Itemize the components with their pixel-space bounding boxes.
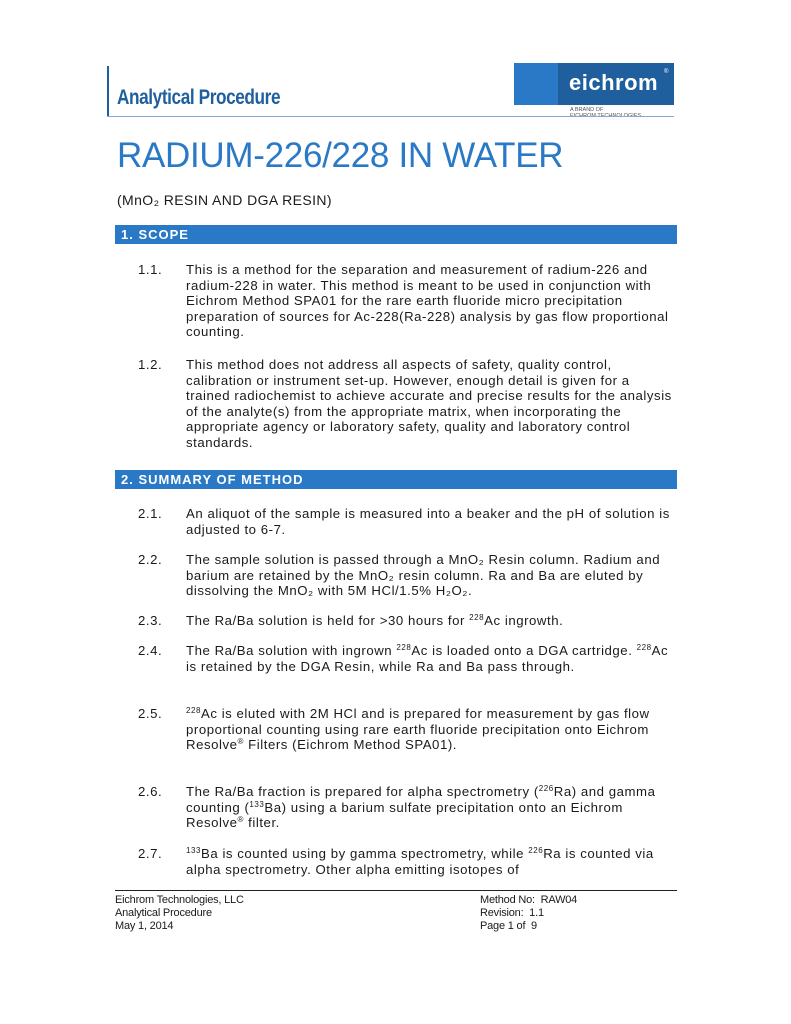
section-heading-summary: 2. SUMMARY OF METHOD xyxy=(115,470,677,489)
item-text: The sample solution is passed through a MnO₂ Resin column. Radium and barium are retained by the MnO₂ resin column. Ra and Ba are eluted by dissolving the MnO₂ with 5M HCl/1.5% H₂O₂. xyxy=(186,552,661,599)
item-number: 2.5. xyxy=(138,706,163,721)
footer-right xyxy=(480,894,577,933)
footer-company: Eichrom Technologies, LLC xyxy=(115,894,244,906)
logo-registered-mark: ® xyxy=(664,69,669,75)
section-heading-scope: 1. SCOPE xyxy=(115,225,677,244)
footer-revision: Revision: 1.1 xyxy=(480,907,544,919)
item-number: 2.6. xyxy=(138,784,163,799)
footer-doc-type: Analytical Procedure xyxy=(115,907,212,919)
item-number: 2.3. xyxy=(138,613,163,628)
item-number: 1.2. xyxy=(138,357,163,372)
item-text: This method does not address all aspects of safety, quality control, calibration or instrument set-up. However, enough detail is given for a trained radiochemist to achieve accurate and precise results for the analysis of the analyte(s) from the appropriate matrix, when incorporating the appropriate agency or laboratory safety, quality and laboratory control standards. xyxy=(186,357,672,450)
header-accent-bar xyxy=(107,66,109,116)
item-text: An aliquot of the sample is measured into a beaker and the pH of solution is adjusted to 6-7. xyxy=(186,506,670,537)
item-number: 2.7. xyxy=(138,846,163,861)
header-label: Analytical Procedure xyxy=(117,86,281,109)
item-text: The Ra/Ba solution with ingrown $^{228}$Ac is loaded onto a DGA cartridge. $^{228}$Ac is retained by the DGA Resin, while Ra and Ba pass through. xyxy=(186,643,669,674)
item-number: 2.4. xyxy=(138,643,163,658)
item-number: 1.1. xyxy=(138,262,163,277)
logo-subtext-line-1: A BRAND OF xyxy=(570,107,604,113)
eichrom-logo xyxy=(514,63,674,105)
item-number: 2.2. xyxy=(138,552,163,567)
logo-subtext xyxy=(570,107,641,119)
item-text: The Ra/Ba fraction is prepared for alpha spectrometry ($^{226}$Ra) and gamma counting ($^{133}$Ba) using a barium sulfate precipitation onto an Eichrom Resolve® filter. xyxy=(186,784,656,831)
footer-rule xyxy=(115,890,677,891)
item-text: The Ra/Ba solution is held for >30 hours for $^{228}$Ac ingrowth. xyxy=(186,613,564,628)
header-rule xyxy=(107,116,674,117)
footer-page: Page 1 of 9 xyxy=(480,920,537,932)
item-text: $^{228}$Ac is eluted with 2M HCl and is prepared for measurement by gas flow proportional counting using rare earth fluoride precipitation onto Eichrom Resolve® Filters (Eichrom Method SPA01). xyxy=(186,706,650,753)
document-title: RADIUM-226/228 IN WATER xyxy=(117,136,564,175)
document-subtitle: (MnO₂ RESIN AND DGA RESIN) xyxy=(117,192,332,208)
footer-date: May 1, 2014 xyxy=(115,920,174,932)
logo-text: eichrom xyxy=(569,70,659,95)
item-text: This is a method for the separation and measurement of radium-226 and radium-228 in water. This method is meant to be used in conjunction with Eichrom Method SPA01 for the rare earth fluoride micro precipitation preparation of sources for Ac-228(Ra-228) analysis by gas flow proportional counting. xyxy=(186,262,669,340)
item-text: $^{133}$Ba is counted using by gamma spectrometry, while $^{226}$Ra is counted via alpha spectrometry. Other alpha emitting isotopes of xyxy=(186,846,654,877)
footer-left xyxy=(115,894,244,933)
item-number: 2.1. xyxy=(138,506,163,521)
footer-method: Method No: RAW04 xyxy=(480,894,578,906)
